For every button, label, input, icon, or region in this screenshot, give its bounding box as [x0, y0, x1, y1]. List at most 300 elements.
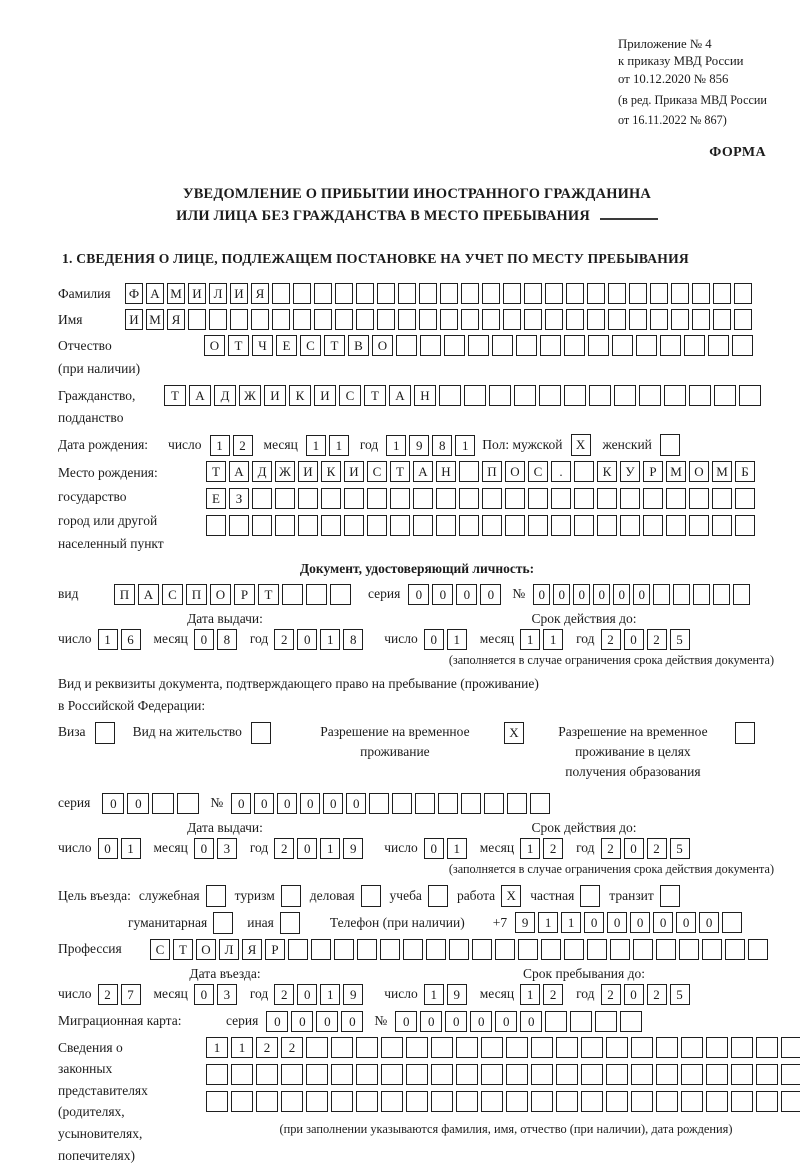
visa-checkbox[interactable] [95, 722, 115, 744]
char-cell[interactable] [413, 515, 433, 536]
char-cell[interactable]: С [367, 461, 387, 482]
purpose-work-checkbox[interactable]: X [501, 885, 521, 907]
char-cell[interactable]: 1 [320, 984, 340, 1005]
char-cell[interactable] [731, 1091, 753, 1112]
char-cell[interactable]: 1 [447, 838, 467, 859]
char-cell[interactable] [656, 939, 676, 960]
char-cell[interactable] [713, 584, 730, 605]
char-cell[interactable] [252, 515, 272, 536]
char-cell[interactable] [514, 385, 536, 406]
char-cell[interactable]: 9 [447, 984, 467, 1005]
char-cell[interactable]: 8 [217, 629, 237, 650]
char-cell[interactable] [272, 309, 290, 330]
char-cell[interactable] [436, 488, 456, 509]
char-cell[interactable] [756, 1064, 778, 1085]
char-cell[interactable]: 0 [231, 793, 251, 814]
char-cell[interactable] [464, 385, 486, 406]
residence-permit-checkbox[interactable] [251, 722, 271, 744]
char-cell[interactable] [230, 309, 248, 330]
char-cell[interactable]: З [229, 488, 249, 509]
char-cell[interactable] [531, 1064, 553, 1085]
char-cell[interactable] [706, 1064, 728, 1085]
char-cell[interactable] [331, 1037, 353, 1058]
char-cell[interactable]: П [482, 461, 502, 482]
char-cell[interactable] [381, 1037, 403, 1058]
char-cell[interactable] [206, 515, 226, 536]
char-cell[interactable] [656, 1064, 678, 1085]
char-cell[interactable] [456, 1037, 478, 1058]
char-cell[interactable] [540, 335, 561, 356]
char-cell[interactable]: 2 [647, 629, 667, 650]
char-cell[interactable] [656, 1037, 678, 1058]
char-cell[interactable] [530, 793, 550, 814]
char-cell[interactable]: 0 [633, 584, 650, 605]
char-cell[interactable] [713, 309, 731, 330]
char-cell[interactable] [551, 515, 571, 536]
char-cell[interactable]: 2 [601, 984, 621, 1005]
char-cell[interactable] [524, 309, 542, 330]
char-cell[interactable]: 0 [323, 793, 343, 814]
char-cell[interactable] [564, 335, 585, 356]
char-cell[interactable] [581, 1037, 603, 1058]
char-cell[interactable] [734, 309, 752, 330]
char-cell[interactable] [518, 939, 538, 960]
char-cell[interactable]: Б [735, 461, 755, 482]
char-cell[interactable]: 0 [420, 1011, 442, 1032]
purpose-tourism-checkbox[interactable] [281, 885, 301, 907]
char-cell[interactable]: И [344, 461, 364, 482]
char-cell[interactable]: Т [228, 335, 249, 356]
char-cell[interactable] [671, 283, 689, 304]
char-cell[interactable] [231, 1064, 253, 1085]
char-cell[interactable] [484, 793, 504, 814]
char-cell[interactable]: 1 [455, 435, 475, 456]
purpose-official-checkbox[interactable] [206, 885, 226, 907]
char-cell[interactable] [587, 939, 607, 960]
char-cell[interactable] [492, 335, 513, 356]
char-cell[interactable] [781, 1091, 800, 1112]
char-cell[interactable]: 1 [520, 984, 540, 1005]
char-cell[interactable] [431, 1037, 453, 1058]
char-cell[interactable] [356, 1091, 378, 1112]
char-cell[interactable]: Я [242, 939, 262, 960]
char-cell[interactable] [503, 309, 521, 330]
char-cell[interactable] [288, 939, 308, 960]
char-cell[interactable]: 0 [653, 912, 673, 933]
char-cell[interactable] [420, 335, 441, 356]
purpose-business-checkbox[interactable] [361, 885, 381, 907]
char-cell[interactable]: 3 [217, 838, 237, 859]
char-cell[interactable]: 1 [424, 984, 444, 1005]
char-cell[interactable]: О [204, 335, 225, 356]
char-cell[interactable] [781, 1037, 800, 1058]
char-cell[interactable]: М [666, 461, 686, 482]
char-cell[interactable]: Ж [275, 461, 295, 482]
char-cell[interactable]: С [339, 385, 361, 406]
char-cell[interactable]: И [125, 309, 143, 330]
char-cell[interactable] [671, 309, 689, 330]
char-cell[interactable]: 0 [194, 629, 214, 650]
char-cell[interactable]: 0 [593, 584, 610, 605]
char-cell[interactable]: Я [251, 283, 269, 304]
char-cell[interactable]: 2 [647, 984, 667, 1005]
char-cell[interactable] [298, 488, 318, 509]
char-cell[interactable]: 2 [647, 838, 667, 859]
char-cell[interactable]: И [298, 461, 318, 482]
char-cell[interactable] [344, 488, 364, 509]
purpose-other-checkbox[interactable] [280, 912, 300, 934]
char-cell[interactable]: 1 [386, 435, 406, 456]
char-cell[interactable]: 2 [256, 1037, 278, 1058]
char-cell[interactable] [664, 385, 686, 406]
char-cell[interactable] [398, 309, 416, 330]
char-cell[interactable] [489, 385, 511, 406]
char-cell[interactable] [335, 309, 353, 330]
char-cell[interactable] [564, 385, 586, 406]
char-cell[interactable]: 0 [300, 793, 320, 814]
char-cell[interactable] [281, 1091, 303, 1112]
char-cell[interactable]: А [146, 283, 164, 304]
char-cell[interactable] [482, 515, 502, 536]
char-cell[interactable] [643, 515, 663, 536]
char-cell[interactable]: 0 [127, 793, 149, 814]
char-cell[interactable]: 2 [543, 984, 563, 1005]
char-cell[interactable] [587, 309, 605, 330]
char-cell[interactable]: Т [324, 335, 345, 356]
char-cell[interactable] [528, 515, 548, 536]
char-cell[interactable]: Т [164, 385, 186, 406]
char-cell[interactable] [390, 515, 410, 536]
char-cell[interactable] [282, 584, 303, 605]
char-cell[interactable] [481, 1037, 503, 1058]
temp-residence-checkbox[interactable]: X [504, 722, 524, 744]
char-cell[interactable]: Е [206, 488, 226, 509]
char-cell[interactable]: 2 [233, 435, 253, 456]
char-cell[interactable] [367, 515, 387, 536]
char-cell[interactable] [725, 939, 745, 960]
char-cell[interactable] [413, 488, 433, 509]
char-cell[interactable] [281, 1064, 303, 1085]
char-cell[interactable] [666, 488, 686, 509]
char-cell[interactable] [612, 335, 633, 356]
char-cell[interactable] [505, 515, 525, 536]
char-cell[interactable]: О [689, 461, 709, 482]
char-cell[interactable] [588, 335, 609, 356]
char-cell[interactable] [587, 283, 605, 304]
char-cell[interactable] [367, 488, 387, 509]
char-cell[interactable]: Е [276, 335, 297, 356]
char-cell[interactable] [551, 488, 571, 509]
char-cell[interactable]: 2 [281, 1037, 303, 1058]
char-cell[interactable]: С [300, 335, 321, 356]
char-cell[interactable] [734, 283, 752, 304]
char-cell[interactable]: Н [436, 461, 456, 482]
char-cell[interactable] [660, 335, 681, 356]
char-cell[interactable] [381, 1064, 403, 1085]
char-cell[interactable]: 9 [343, 984, 363, 1005]
char-cell[interactable] [293, 283, 311, 304]
char-cell[interactable]: 0 [613, 584, 630, 605]
char-cell[interactable] [597, 488, 617, 509]
char-cell[interactable] [528, 488, 548, 509]
char-cell[interactable] [321, 488, 341, 509]
char-cell[interactable] [713, 283, 731, 304]
char-cell[interactable]: С [150, 939, 170, 960]
char-cell[interactable] [229, 515, 249, 536]
char-cell[interactable]: 0 [277, 793, 297, 814]
char-cell[interactable] [631, 1037, 653, 1058]
char-cell[interactable] [331, 1064, 353, 1085]
purpose-private-checkbox[interactable] [580, 885, 600, 907]
char-cell[interactable]: 0 [408, 584, 429, 605]
char-cell[interactable] [614, 385, 636, 406]
char-cell[interactable] [606, 1091, 628, 1112]
char-cell[interactable] [566, 309, 584, 330]
char-cell[interactable]: И [230, 283, 248, 304]
char-cell[interactable]: 2 [601, 629, 621, 650]
char-cell[interactable] [472, 939, 492, 960]
char-cell[interactable] [495, 939, 515, 960]
char-cell[interactable] [639, 385, 661, 406]
char-cell[interactable] [556, 1037, 578, 1058]
char-cell[interactable] [629, 309, 647, 330]
char-cell[interactable] [581, 1091, 603, 1112]
char-cell[interactable] [356, 1037, 378, 1058]
char-cell[interactable] [369, 793, 389, 814]
char-cell[interactable]: У [620, 461, 640, 482]
char-cell[interactable] [377, 283, 395, 304]
char-cell[interactable]: 0 [316, 1011, 338, 1032]
char-cell[interactable]: И [188, 283, 206, 304]
char-cell[interactable] [620, 515, 640, 536]
char-cell[interactable] [656, 1091, 678, 1112]
char-cell[interactable] [606, 1064, 628, 1085]
char-cell[interactable] [335, 283, 353, 304]
char-cell[interactable] [306, 1037, 328, 1058]
char-cell[interactable]: 0 [607, 912, 627, 933]
char-cell[interactable] [482, 283, 500, 304]
char-cell[interactable]: О [196, 939, 216, 960]
char-cell[interactable]: 0 [470, 1011, 492, 1032]
char-cell[interactable]: 5 [670, 629, 690, 650]
char-cell[interactable]: Ж [239, 385, 261, 406]
char-cell[interactable] [461, 309, 479, 330]
char-cell[interactable] [708, 335, 729, 356]
char-cell[interactable] [531, 1037, 553, 1058]
char-cell[interactable]: Р [234, 584, 255, 605]
char-cell[interactable]: 0 [495, 1011, 517, 1032]
char-cell[interactable]: Р [265, 939, 285, 960]
char-cell[interactable] [459, 488, 479, 509]
char-cell[interactable] [357, 939, 377, 960]
char-cell[interactable] [693, 584, 710, 605]
char-cell[interactable]: И [264, 385, 286, 406]
char-cell[interactable]: 0 [480, 584, 501, 605]
char-cell[interactable]: П [186, 584, 207, 605]
char-cell[interactable]: 7 [121, 984, 141, 1005]
char-cell[interactable] [636, 335, 657, 356]
char-cell[interactable] [256, 1064, 278, 1085]
char-cell[interactable]: 1 [121, 838, 141, 859]
char-cell[interactable]: 9 [515, 912, 535, 933]
char-cell[interactable] [314, 309, 332, 330]
char-cell[interactable] [152, 793, 174, 814]
char-cell[interactable]: Ф [125, 283, 143, 304]
char-cell[interactable] [503, 283, 521, 304]
char-cell[interactable]: 9 [409, 435, 429, 456]
char-cell[interactable]: 1 [520, 838, 540, 859]
char-cell[interactable]: С [162, 584, 183, 605]
char-cell[interactable]: 0 [456, 584, 477, 605]
char-cell[interactable] [516, 335, 537, 356]
char-cell[interactable] [608, 283, 626, 304]
char-cell[interactable] [188, 309, 206, 330]
char-cell[interactable] [595, 1011, 617, 1032]
char-cell[interactable] [589, 385, 611, 406]
char-cell[interactable]: 0 [445, 1011, 467, 1032]
char-cell[interactable]: 1 [210, 435, 230, 456]
char-cell[interactable] [440, 309, 458, 330]
char-cell[interactable] [566, 283, 584, 304]
char-cell[interactable]: 2 [98, 984, 118, 1005]
char-cell[interactable] [356, 309, 374, 330]
char-cell[interactable]: 5 [670, 984, 690, 1005]
char-cell[interactable] [684, 335, 705, 356]
char-cell[interactable] [692, 309, 710, 330]
char-cell[interactable]: 0 [341, 1011, 363, 1032]
char-cell[interactable] [356, 1064, 378, 1085]
char-cell[interactable]: С [528, 461, 548, 482]
char-cell[interactable] [545, 283, 563, 304]
char-cell[interactable] [620, 488, 640, 509]
char-cell[interactable] [392, 793, 412, 814]
char-cell[interactable] [756, 1091, 778, 1112]
sex-male-checkbox[interactable]: X [571, 434, 591, 456]
char-cell[interactable]: М [146, 309, 164, 330]
char-cell[interactable] [574, 461, 594, 482]
char-cell[interactable] [606, 1037, 628, 1058]
char-cell[interactable] [506, 1091, 528, 1112]
char-cell[interactable] [275, 488, 295, 509]
char-cell[interactable] [419, 309, 437, 330]
char-cell[interactable] [581, 1064, 603, 1085]
char-cell[interactable] [706, 1037, 728, 1058]
char-cell[interactable]: Д [252, 461, 272, 482]
char-cell[interactable] [334, 939, 354, 960]
char-cell[interactable]: 2 [543, 838, 563, 859]
char-cell[interactable]: Т [173, 939, 193, 960]
char-cell[interactable]: И [314, 385, 336, 406]
char-cell[interactable] [314, 283, 332, 304]
char-cell[interactable] [739, 385, 761, 406]
char-cell[interactable]: 0 [533, 584, 550, 605]
char-cell[interactable]: Я [167, 309, 185, 330]
char-cell[interactable]: 0 [520, 1011, 542, 1032]
char-cell[interactable] [449, 939, 469, 960]
char-cell[interactable]: 0 [699, 912, 719, 933]
char-cell[interactable] [426, 939, 446, 960]
char-cell[interactable] [666, 515, 686, 536]
char-cell[interactable] [731, 1037, 753, 1058]
char-cell[interactable]: М [712, 461, 732, 482]
char-cell[interactable] [298, 515, 318, 536]
char-cell[interactable] [689, 385, 711, 406]
char-cell[interactable]: 0 [395, 1011, 417, 1032]
char-cell[interactable] [321, 515, 341, 536]
char-cell[interactable] [545, 309, 563, 330]
char-cell[interactable] [633, 939, 653, 960]
temp-residence-education-checkbox[interactable] [735, 722, 755, 744]
char-cell[interactable]: 0 [676, 912, 696, 933]
char-cell[interactable]: 0 [297, 838, 317, 859]
char-cell[interactable] [712, 515, 732, 536]
char-cell[interactable] [505, 488, 525, 509]
char-cell[interactable] [631, 1064, 653, 1085]
char-cell[interactable] [438, 793, 458, 814]
char-cell[interactable]: А [138, 584, 159, 605]
char-cell[interactable] [643, 488, 663, 509]
char-cell[interactable] [507, 793, 527, 814]
char-cell[interactable] [431, 1064, 453, 1085]
char-cell[interactable] [377, 309, 395, 330]
char-cell[interactable]: 0 [573, 584, 590, 605]
char-cell[interactable] [440, 283, 458, 304]
char-cell[interactable]: 1 [320, 629, 340, 650]
char-cell[interactable] [330, 584, 351, 605]
char-cell[interactable]: 3 [217, 984, 237, 1005]
char-cell[interactable] [272, 283, 290, 304]
char-cell[interactable] [206, 1091, 228, 1112]
char-cell[interactable]: 0 [194, 984, 214, 1005]
char-cell[interactable]: О [210, 584, 231, 605]
char-cell[interactable] [344, 515, 364, 536]
char-cell[interactable]: 0 [624, 838, 644, 859]
char-cell[interactable]: 1 [206, 1037, 228, 1058]
char-cell[interactable] [459, 515, 479, 536]
char-cell[interactable]: Ч [252, 335, 273, 356]
char-cell[interactable] [574, 515, 594, 536]
char-cell[interactable]: Т [206, 461, 226, 482]
char-cell[interactable] [722, 912, 742, 933]
char-cell[interactable] [564, 939, 584, 960]
char-cell[interactable] [506, 1064, 528, 1085]
char-cell[interactable]: 0 [98, 838, 118, 859]
char-cell[interactable] [574, 488, 594, 509]
char-cell[interactable] [681, 1091, 703, 1112]
char-cell[interactable]: 0 [291, 1011, 313, 1032]
char-cell[interactable]: 0 [424, 629, 444, 650]
purpose-study-checkbox[interactable] [428, 885, 448, 907]
char-cell[interactable]: Д [214, 385, 236, 406]
char-cell[interactable] [403, 939, 423, 960]
char-cell[interactable]: 0 [624, 984, 644, 1005]
char-cell[interactable]: 2 [274, 629, 294, 650]
char-cell[interactable]: 1 [231, 1037, 253, 1058]
char-cell[interactable] [306, 584, 327, 605]
char-cell[interactable] [732, 335, 753, 356]
char-cell[interactable]: 5 [670, 838, 690, 859]
char-cell[interactable]: 1 [98, 629, 118, 650]
char-cell[interactable] [650, 309, 668, 330]
char-cell[interactable] [712, 488, 732, 509]
char-cell[interactable] [381, 1091, 403, 1112]
char-cell[interactable] [380, 939, 400, 960]
char-cell[interactable] [293, 309, 311, 330]
char-cell[interactable] [431, 1091, 453, 1112]
char-cell[interactable]: 6 [121, 629, 141, 650]
char-cell[interactable] [461, 793, 481, 814]
char-cell[interactable]: О [372, 335, 393, 356]
